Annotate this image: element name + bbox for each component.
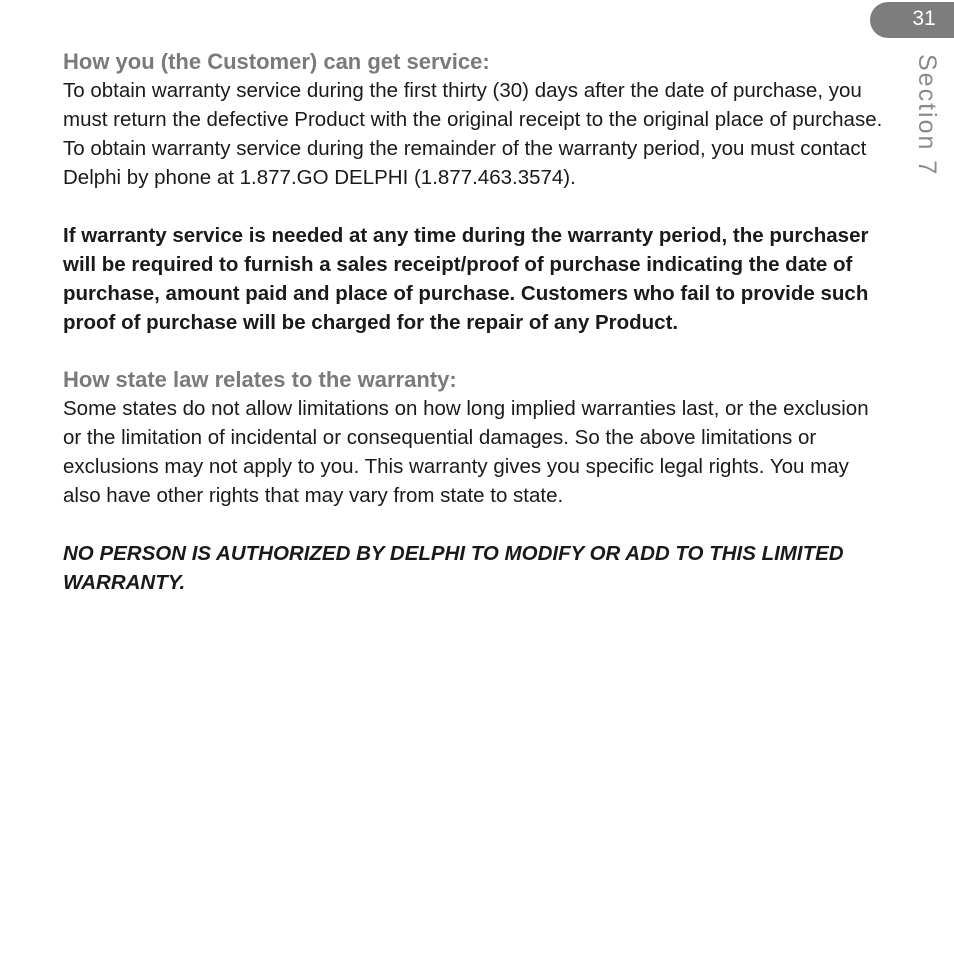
- service-paragraph: To obtain warranty service during the first thirty (30) days after the date of purchase, you must return the defective Product with the original receipt to the original place of purchase. To obtain warranty service during the remainder of the warranty period, you must contact Delphi by phone at 1.877.GO DELPHI (1.877.463.3574).: [63, 79, 883, 189]
- heading-get-service: How you (the Customer) can get service:: [63, 49, 490, 74]
- heading-state-law: How state law relates to the warranty:: [63, 367, 457, 392]
- section-label: Section 7: [913, 54, 941, 177]
- disclaimer-paragraph: NO PERSON IS AUTHORIZED BY DELPHI TO MODIFY OR ADD TO THIS LIMITED WARRANTY.: [63, 542, 844, 594]
- page-content: [63, 47, 883, 597]
- state-law-paragraph: Some states do not allow limitations on how long implied warranties last, or the exclusion or the limitation of incidental or consequential damages. So the above limitations or exclusions may not apply to you. This warranty gives you specific legal rights. You may also have other rights that may vary from state to state.: [63, 397, 869, 507]
- proof-of-purchase-paragraph: If warranty service is needed at any time during the warranty period, the purchaser will be required to furnish a sales receipt/proof of purchase indicating the date of purchase, amount paid and place of purchase. Customers who fail to provide such proof of purchase will be charged for the repair of any Product.: [63, 224, 869, 334]
- page-number: 31: [912, 7, 936, 30]
